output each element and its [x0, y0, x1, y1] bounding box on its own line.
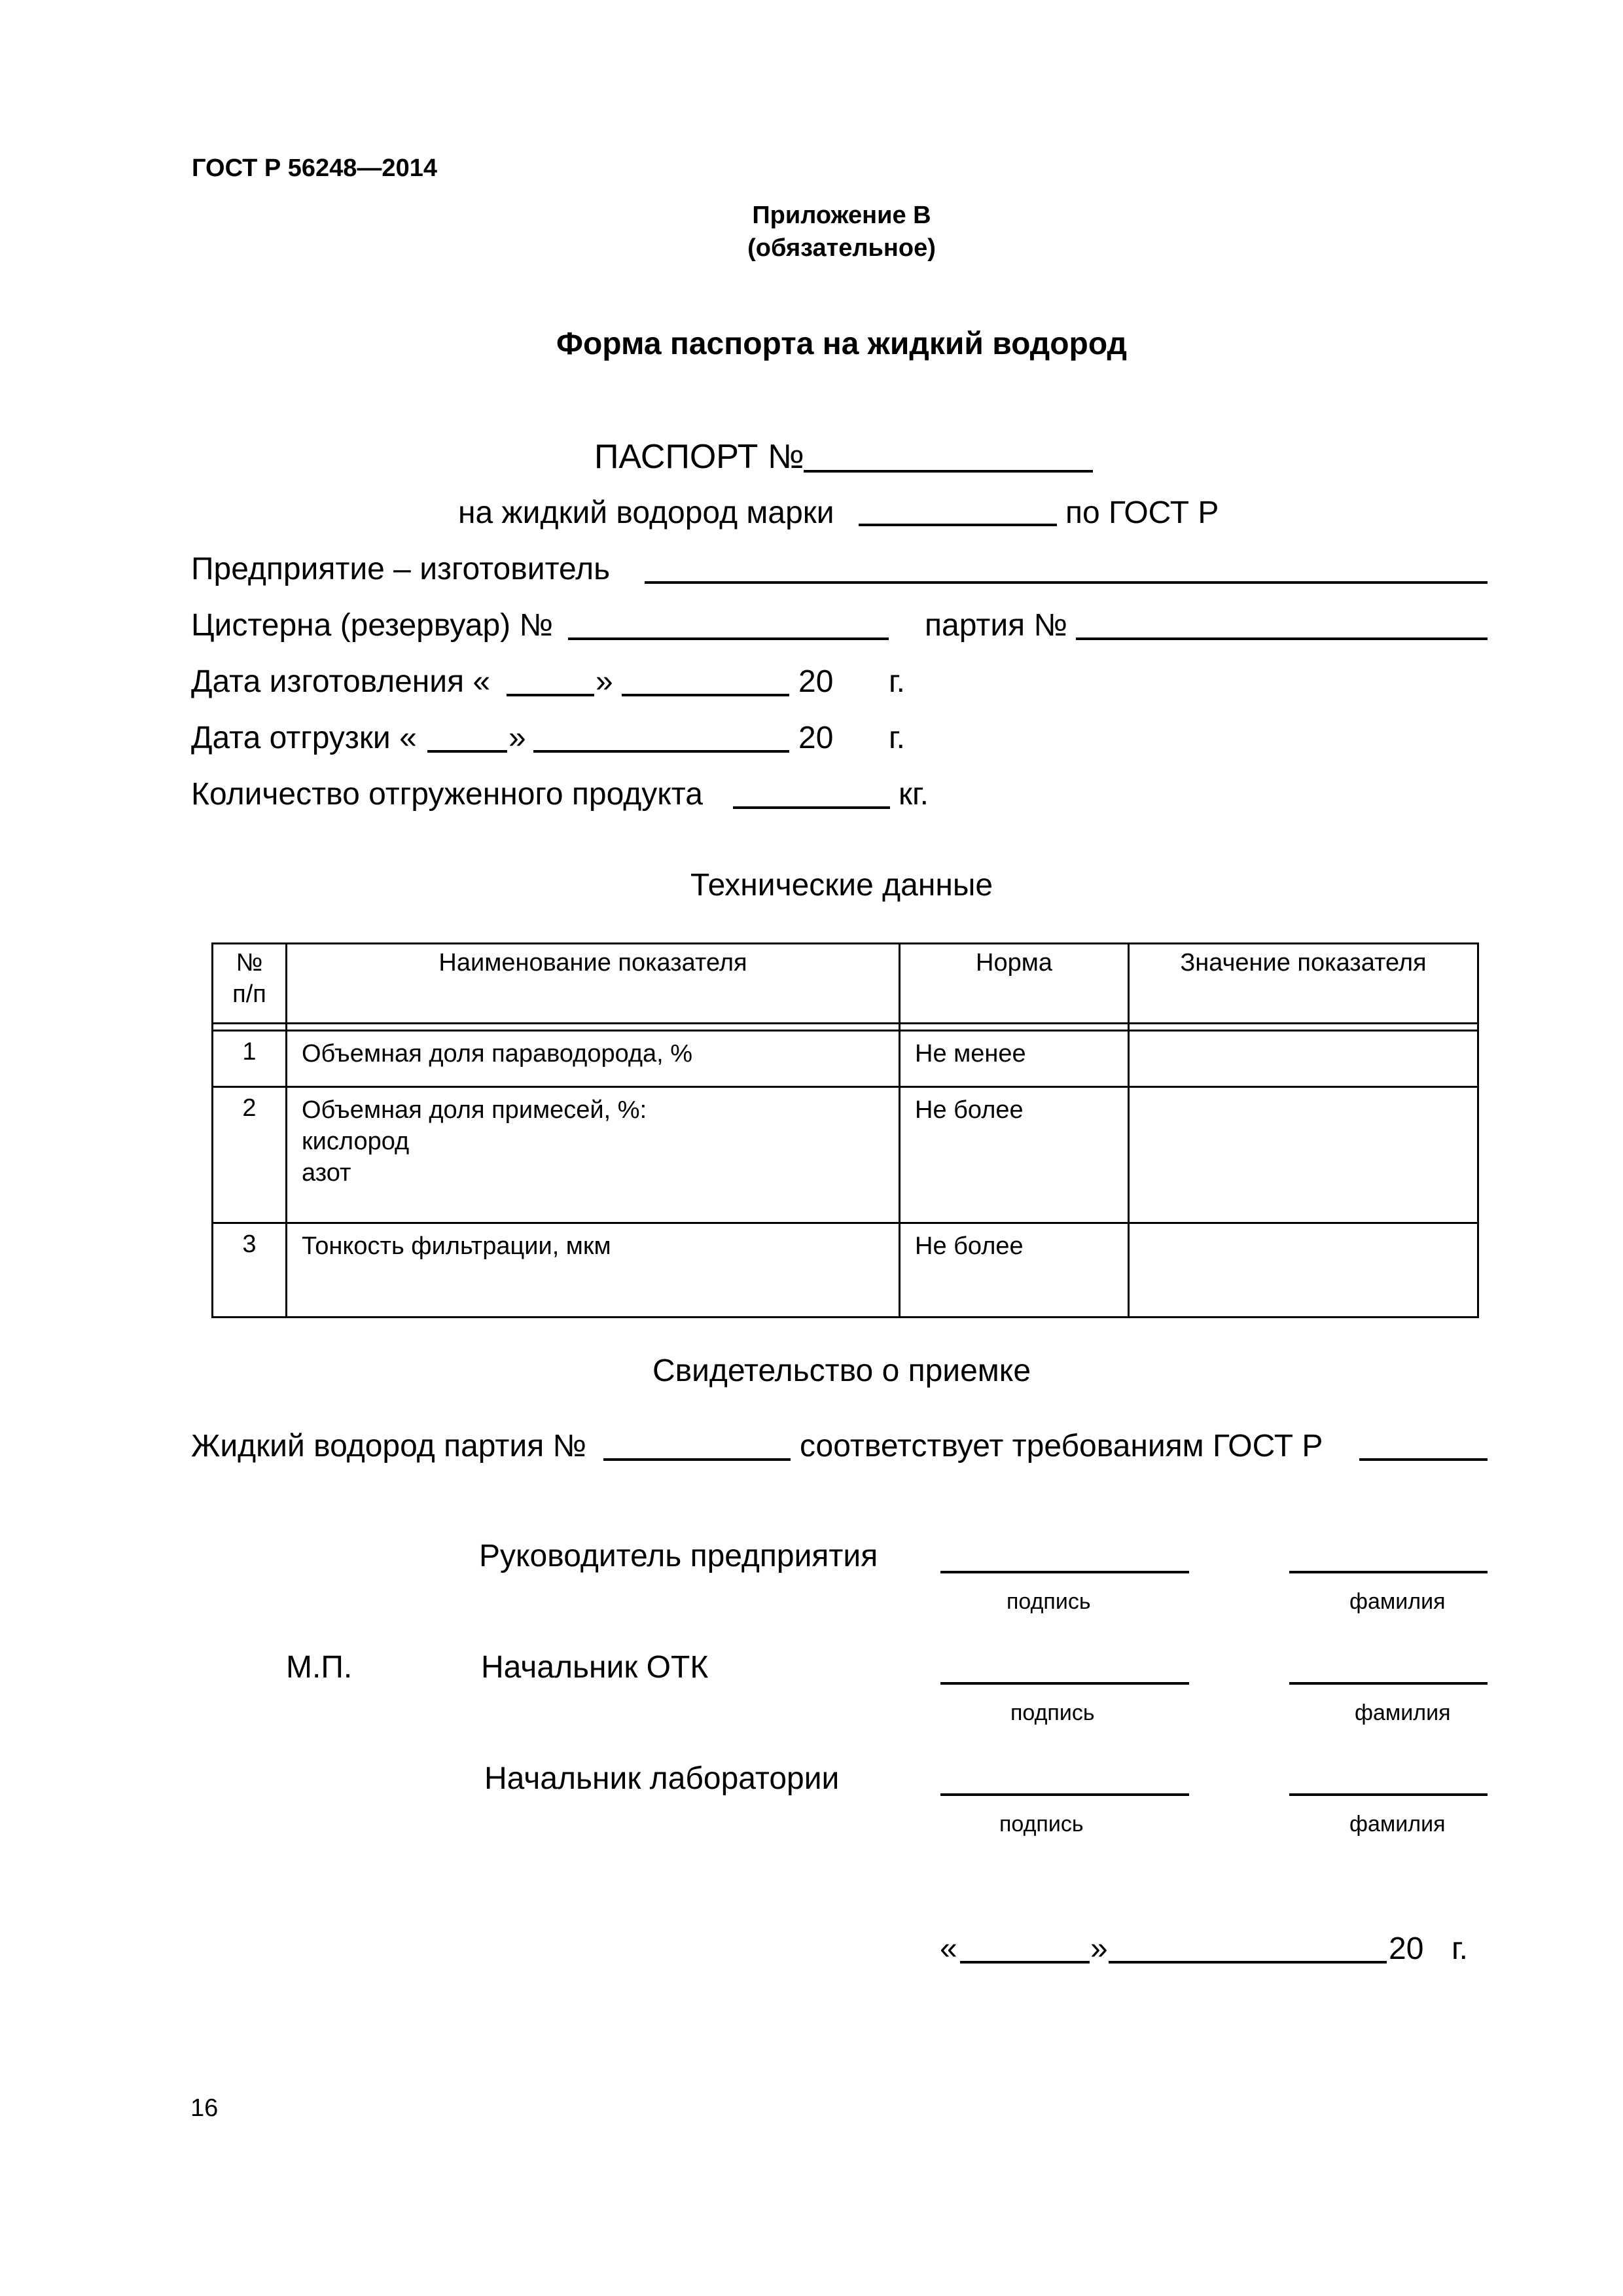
col-value-header: Значение показателя: [1129, 944, 1478, 1024]
mfg-month-field[interactable]: [622, 694, 789, 696]
signature-caption: подпись: [999, 1812, 1084, 1837]
mfg-year-suffix: г.: [889, 664, 905, 699]
manufacturer-field[interactable]: [645, 581, 1488, 584]
acceptance-statement-prefix: Жидкий водород партия №: [191, 1429, 587, 1463]
mfg-close-quote: »: [596, 664, 613, 699]
grade-prefix: на жидкий водород марки: [458, 495, 834, 530]
surname-caption: фамилия: [1349, 1589, 1446, 1614]
quantity-unit: кг.: [899, 777, 929, 812]
tech-data-table: [211, 942, 1479, 1318]
surname-field[interactable]: [1289, 1682, 1488, 1685]
mfg-year-prefix: 20: [798, 664, 834, 699]
ship-year-suffix: г.: [889, 721, 905, 755]
passport-number-field[interactable]: [804, 470, 1093, 473]
signature-field[interactable]: [940, 1793, 1189, 1796]
stamp-label: М.П.: [286, 1650, 353, 1685]
table-row: [213, 1223, 1478, 1318]
signatory-role: Руководитель предприятия: [479, 1539, 878, 1573]
row-number: 1: [213, 1031, 287, 1087]
final-day-field[interactable]: [960, 1961, 1090, 1964]
ship-date-label: Дата отгрузки «: [191, 721, 417, 755]
acceptance-batch-field[interactable]: [603, 1458, 791, 1461]
tech-data-title: Технические данные: [690, 868, 993, 903]
row-number: 2: [213, 1087, 287, 1223]
signatory-role: Начальник лаборатории: [484, 1761, 840, 1796]
standard-code: ГОСТ Р 56248—2014: [192, 154, 437, 182]
tank-label: Цистерна (резервуар) №: [191, 608, 553, 643]
appendix-status: (обязательное): [747, 234, 936, 262]
ship-month-field[interactable]: [533, 750, 789, 753]
page-number: 16: [190, 2094, 219, 2122]
signatory-role: Начальник ОТК: [481, 1650, 709, 1685]
row-name: Тонкость фильтрации, мкм: [287, 1223, 900, 1318]
passport-label: ПАСПОРТ №: [594, 438, 804, 476]
batch-label: партия №: [925, 608, 1067, 643]
manufacturer-label: Предприятие – изготовитель: [191, 552, 611, 586]
signature-field[interactable]: [940, 1682, 1189, 1685]
row-norm: Не менее: [900, 1031, 1129, 1087]
row-name: Объемная доля параводорода, %: [287, 1031, 900, 1087]
surname-caption: фамилия: [1355, 1700, 1451, 1725]
final-year-suffix: г.: [1452, 1931, 1468, 1966]
final-month-field[interactable]: [1109, 1961, 1387, 1964]
quantity-label: Количество отгруженного продукта: [191, 777, 703, 812]
col-number-header: № п/п: [213, 944, 287, 1024]
tank-number-field[interactable]: [568, 637, 889, 640]
row-name: Объемная доля примесей, %: кислород азот: [287, 1087, 900, 1223]
row-value-field[interactable]: [1129, 1223, 1478, 1318]
ship-year-prefix: 20: [798, 721, 834, 755]
col-name-header: Наименование показателя: [287, 944, 900, 1024]
final-date-open-quote: «: [940, 1931, 957, 1966]
final-year-prefix: 20: [1389, 1931, 1424, 1966]
quantity-field[interactable]: [733, 806, 890, 809]
table-row: [213, 1031, 1478, 1087]
signature-caption: подпись: [1007, 1589, 1091, 1614]
acceptance-gost-field[interactable]: [1359, 1458, 1488, 1461]
row-value-field[interactable]: [1129, 1031, 1478, 1087]
ship-close-quote: »: [508, 721, 526, 755]
appendix-label: Приложение В: [752, 202, 931, 229]
surname-field[interactable]: [1289, 1793, 1488, 1796]
row-norm: Не более: [900, 1087, 1129, 1223]
surname-field[interactable]: [1289, 1571, 1488, 1573]
batch-number-field[interactable]: [1076, 637, 1488, 640]
row-value-field[interactable]: [1129, 1087, 1478, 1223]
mfg-date-label: Дата изготовления «: [191, 664, 491, 699]
grade-suffix: по ГОСТ Р: [1065, 495, 1219, 530]
page-title: Форма паспорта на жидкий водород: [556, 327, 1128, 361]
mfg-day-field[interactable]: [507, 694, 594, 696]
final-date-close-quote: »: [1090, 1931, 1108, 1966]
ship-day-field[interactable]: [427, 750, 507, 753]
row-number: 3: [213, 1223, 287, 1318]
signature-field[interactable]: [940, 1571, 1189, 1573]
acceptance-title: Свидетельство о приемке: [652, 1354, 1031, 1388]
col-norm-header: Норма: [900, 944, 1129, 1024]
grade-field[interactable]: [859, 524, 1057, 526]
table-header-row: [213, 944, 1478, 1024]
signature-caption: подпись: [1010, 1700, 1095, 1725]
surname-caption: фамилия: [1349, 1812, 1446, 1837]
table-row: [213, 1087, 1478, 1223]
acceptance-statement-middle: соответствует требованиям ГОСТ Р: [800, 1429, 1323, 1463]
row-norm: Не более: [900, 1223, 1129, 1318]
